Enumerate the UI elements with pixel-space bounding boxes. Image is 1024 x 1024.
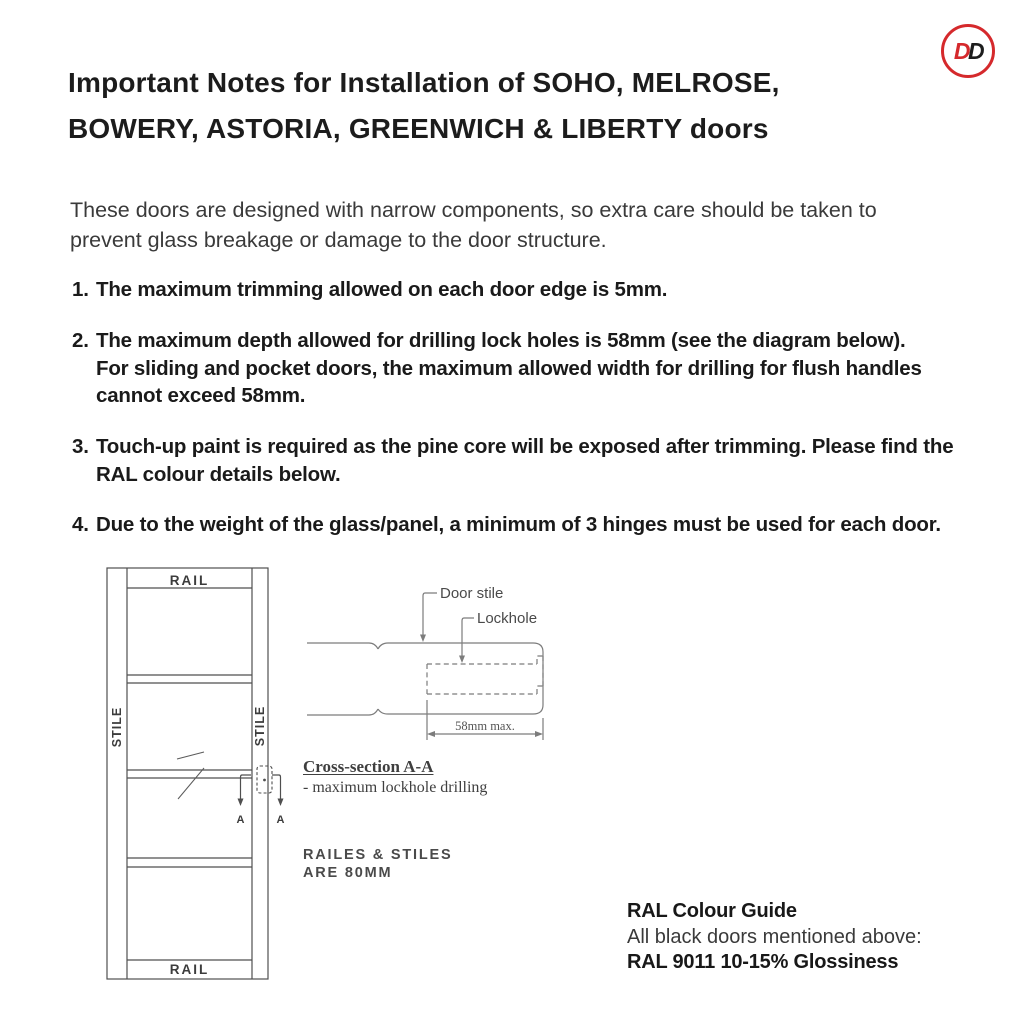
lockhole-label: Lockhole [477, 610, 538, 627]
note-text: Touch-up paint is required as the pine core will be exposed after trimming. Please find the RAL colour details below. [96, 435, 954, 486]
rails-stiles-note-line-1: RAILES & STILES [303, 847, 453, 863]
dimension-58mm [427, 700, 543, 740]
page-title [68, 60, 938, 152]
ral-guide-subtitle: All black doors mentioned above: [627, 925, 922, 948]
rails-stiles-note-line-2: ARE 80MM [303, 864, 393, 881]
stile-left-label: STILE [110, 706, 124, 748]
cross-section-diagram [307, 585, 543, 740]
note-number: 4. [72, 513, 89, 536]
cross-section-caption [303, 756, 487, 798]
note-item-4 [72, 511, 941, 539]
door-continuation-bottom [307, 709, 378, 715]
door-elevation-diagram [107, 568, 285, 979]
ral-guide-value: RAL 9011 10-15% Glossiness [627, 951, 899, 973]
stile-right-label: STILE [253, 705, 267, 747]
lockhole-dashed-area [427, 656, 543, 694]
dimension-label: 58mm max. [455, 719, 515, 733]
lockhole-callout [459, 610, 537, 663]
note-item-1 [72, 276, 667, 304]
glass-mark [177, 752, 204, 759]
intro-paragraph: These doors are designed with narrow components, so extra care should be taken to prevent glass breakage or damage to the door structure. [70, 198, 877, 252]
note-text: The maximum depth allowed for drilling lock holes is 58mm (see the diagram below). For sliding and pocket doors, the maximum allowed width for drilling for flush handles cannot exceed 58mm. [96, 329, 922, 407]
section-arrow-right [272, 775, 285, 826]
section-marker-a: A [276, 814, 285, 826]
ral-colour-guide [627, 899, 922, 976]
brand-letter-1: D [953, 37, 968, 64]
note-number: 2. [72, 329, 89, 352]
rail-bottom-label: RAIL [169, 962, 210, 977]
door-stile-label: Door stile [440, 585, 504, 602]
page-title-line-1: Important Notes for Installation of SOHO, MELROSE, [68, 67, 780, 98]
section-arrow-left [237, 775, 251, 826]
rails-stiles-note [303, 847, 452, 882]
lock-center-dot [263, 779, 266, 782]
note-item-3 [72, 433, 953, 488]
stile-section-outline [378, 643, 543, 714]
door-outline [107, 568, 268, 979]
brand-letter-2: D [968, 37, 983, 64]
note-number: 1. [72, 278, 89, 301]
cross-section-caption-title: Cross-section A-A [303, 757, 434, 776]
brand-logo [941, 24, 995, 78]
note-text: The maximum trimming allowed on each door edge is 5mm. [96, 278, 668, 301]
section-marker-a: A [236, 814, 245, 826]
cross-section-caption-sub: - maximum lockhole drilling [303, 779, 488, 796]
note-number: 3. [72, 435, 89, 458]
brand-logo-text [953, 37, 983, 64]
door-continuation-top [307, 643, 378, 649]
note-text: Due to the weight of the glass/panel, a minimum of 3 hinges must be used for each door. [96, 513, 941, 536]
note-item-2 [72, 327, 922, 410]
page-title-line-2: BOWERY, ASTORIA, GREENWICH & LIBERTY doors [68, 113, 769, 144]
glass-mark [178, 768, 204, 799]
rail-top-label: RAIL [169, 573, 210, 588]
ral-guide-title: RAL Colour Guide [627, 900, 797, 922]
